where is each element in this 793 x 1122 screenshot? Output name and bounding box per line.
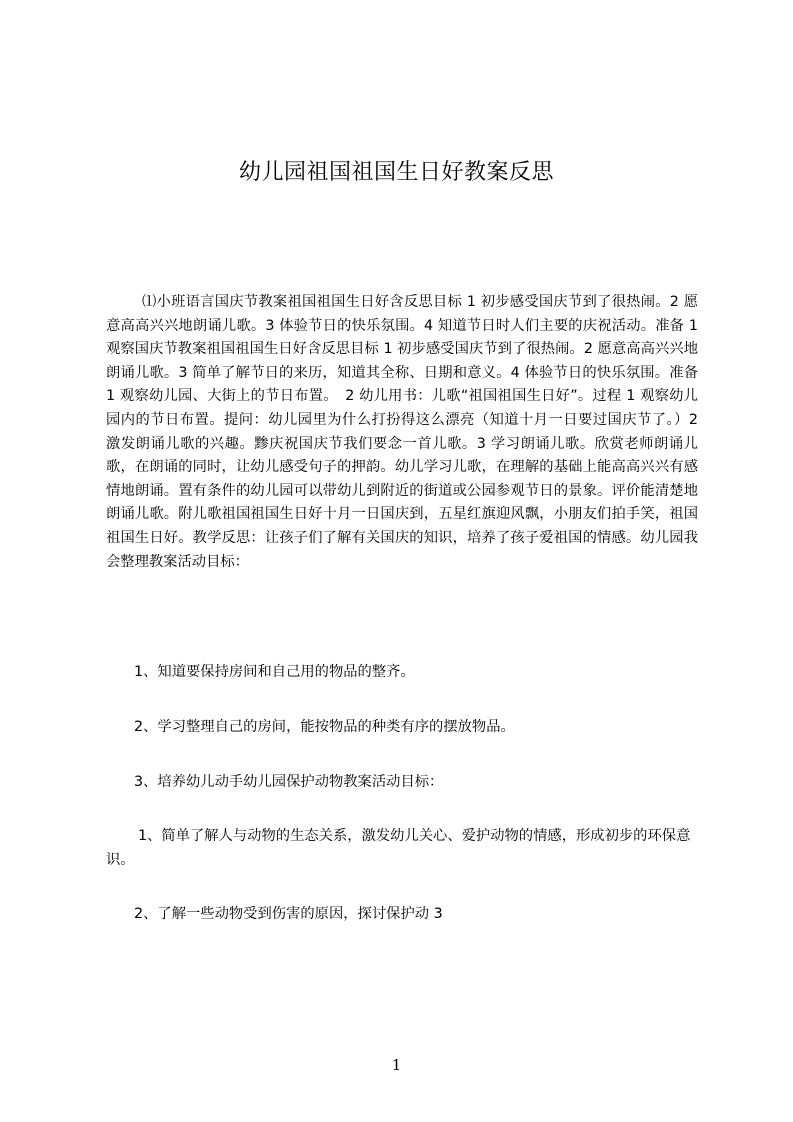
list-item: 1、简单了解人与动物的生态关系，激发幼儿关心、爱护动物的情感，形成初步的环保意识。 — [106, 828, 691, 868]
main-paragraph: ⑴小班语言国庆节教案祖国祖国生日好含反思目标 1 初步感受国庆节到了很热闹。2 愿意高高兴兴地朗诵儿歌。3 体验节日的快乐氛围。4 知道节日时人们主要的庆祝活动。准备 1 观察国庆节教案祖国祖国生日好含反思目标 1 初步感受国庆节到了很热闹。2 愿意高高兴兴地朗诵儿歌。3 简单了解节日的来历，知道其全称、日期和意义。4 体验节日的快乐氛围。准备 1 观察幼儿园、大街上的节日布置。 2 幼儿用书：儿歌“祖国祖国生日好”。过程 1 观察幼儿园内的节日布置。提问：幼儿园里为什么打扮得这么漂亮（知道十月一日要过国庆节了。）2 激发朗诵儿歌的兴趣。黪庆祝国庆节我们要念一首儿歌。3 学习朗诵儿歌。欣赏老师朗诵儿歌，在朗诵的同时，让幼儿感受句子的押韵。幼儿学习儿歌，在理解的基础上能高高兴兴有感情地朗诵。置有条件的幼儿园可以带幼儿到附近的街道或公园参观节日的景象。评价能清楚地朗诵儿歌。附儿歌祖国祖国生日好十月一日国庆到，五星红旗迎风飘，小朋友们拍手笑，祖国祖国生日好。教学反思：让孩子们了解有关国庆的知识，培养了孩子爱祖国的情感。幼儿园我会整理教案活动目标： — [106, 294, 713, 570]
list-item: 1、知道要保持房间和自己用的物品的整齐。 — [134, 664, 415, 680]
page-number: 1 — [391, 1056, 402, 1074]
list-item: 2、了解一些动物受到伤害的原因，探讨保护动 3 — [134, 906, 443, 922]
list-item: 2、学习整理自己的房间，能按物品的种类有序的摆放物品。 — [134, 719, 515, 735]
list-item: 3、培养幼儿动手幼儿园保护动物教案活动目标： — [134, 774, 444, 790]
document-title: 幼儿园祖国祖国生日好教案反思 — [238, 159, 554, 185]
